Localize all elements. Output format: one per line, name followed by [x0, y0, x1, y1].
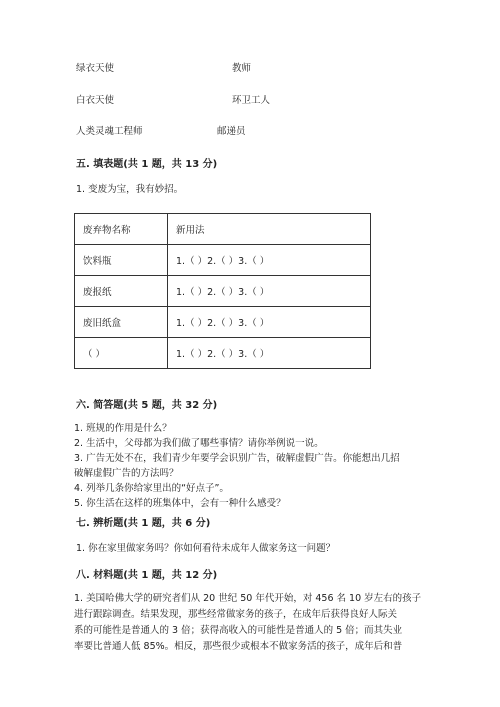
section7-question: 1. 你在家里做家务吗？你如何看待未成年人做家务这一问题？: [76, 543, 336, 554]
match-left-2: 白衣天使: [76, 95, 115, 106]
match-left-1: 绿衣天使: [76, 63, 115, 74]
match-right-3: 邮递员: [217, 126, 246, 137]
section5-title: 五. 填表题(共 1 题，共 13 分): [76, 159, 218, 170]
table-cell-usage[interactable]: 1.（ ）2.（ ）3.（ ）: [168, 338, 371, 369]
section6-question-5: 5. 你生活在这样的班集体中，会有一种什么感受？: [74, 498, 286, 509]
table-row: [75, 245, 371, 276]
section6-question-3-cont: 破解虚假广告的方法吗？: [74, 468, 179, 479]
waste-table: [74, 213, 371, 369]
match-left-3: 人类灵魂工程师: [76, 126, 143, 137]
section8-title: 八. 材料题(共 1 题，共 12 分): [76, 570, 218, 581]
section8-line-1: 1. 美国哈佛大学的研究者们从 20 世纪 50 年代开始，对 456 名 10 岁左右的孩子: [74, 593, 422, 604]
section6-title: 六. 简答题(共 5 题，共 32 分): [76, 400, 218, 411]
section7-title: 七. 辨析题(共 1 题，共 6 分): [76, 518, 211, 529]
table-cell-name: 废报纸: [75, 276, 168, 307]
table-cell-name: 饮料瓶: [75, 245, 168, 276]
table-cell-name: 废旧纸盒: [75, 307, 168, 338]
section6-question-1: 1. 班规的作用是什么？: [74, 423, 172, 434]
section8-line-2: 进行跟踪调查。结果发现，那些经常做家务的孩子，在成年后获得良好人际关: [74, 609, 398, 620]
section5-question: 1. 变废为宝，我有妙招。: [76, 184, 184, 195]
section8-line-4: 率要比普通人低 85%。相反，那些很少或根本不做家务活的孩子，成年后和普: [74, 641, 403, 652]
table-row: [75, 338, 371, 369]
table-cell-usage[interactable]: 1.（ ）2.（ ）3.（ ）: [168, 245, 371, 276]
match-right-1: 教师: [232, 63, 252, 74]
table-header-row: [75, 214, 371, 245]
table-cell-name[interactable]: （ ）: [75, 338, 168, 369]
table-row: [75, 307, 371, 338]
match-right-2: 环卫工人: [232, 95, 271, 106]
section8-line-3: 系的可能性是普通人的 3 倍；获得高收入的可能性是普通人的 5 倍；而其失业: [74, 625, 403, 636]
section6-question-2: 2. 生活中，父母都为我们做了哪些事情？请你举例说一说。: [74, 438, 324, 449]
table-header-usage: 新用法: [168, 214, 371, 245]
section6-question-4: 4. 列举几条你给家里出的“好点子”。: [74, 483, 229, 494]
section6-question-3: 3. 广告无处不在，我们青少年要学会识别广告，破解虚假广告。你能想出几招: [74, 453, 400, 464]
table-header-name: 废弃物名称: [75, 214, 168, 245]
table-row: [75, 276, 371, 307]
table-cell-usage[interactable]: 1.（ ）2.（ ）3.（ ）: [168, 307, 371, 338]
table-cell-usage[interactable]: 1.（ ）2.（ ）3.（ ）: [168, 276, 371, 307]
